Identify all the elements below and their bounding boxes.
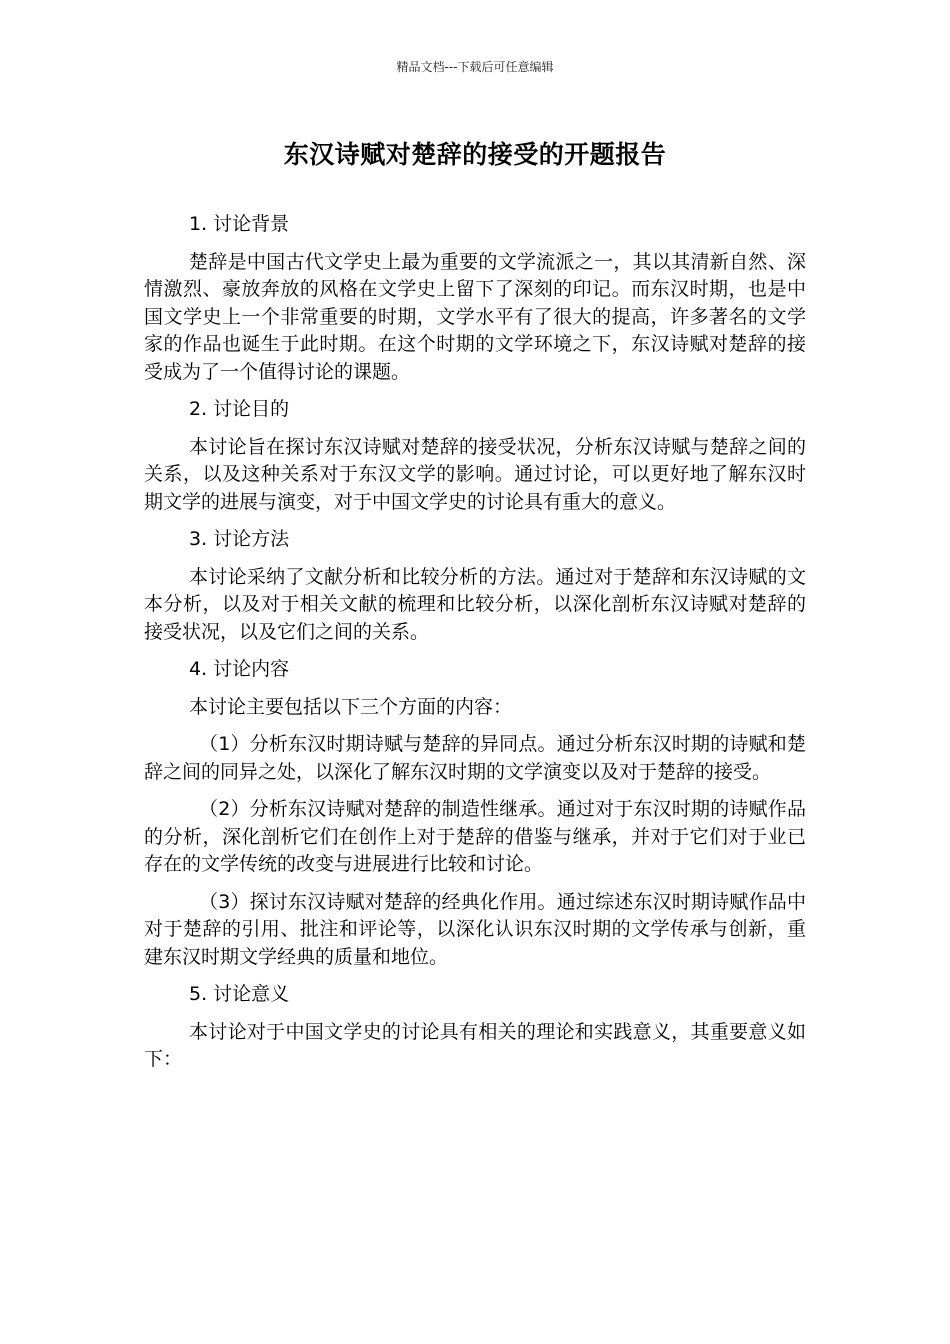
section-paragraph-significance: 本讨论对于中国文学史的讨论具有相关的理论和实践意义，其重要意义如下： [144,1020,806,1070]
content-item-3: （3）探讨东汉诗赋对楚辞的经典化作用。通过综述东汉时期诗赋作品中对于楚辞的引用、批注和评论等，以深化认识东汉时期的文学传承与创新，重建东汉时期文学经典的质量和地位。 [144,890,806,968]
section-heading-background: 1. 讨论背景 [189,213,290,235]
section-paragraph-method: 本讨论采纳了文献分析和比较分析的方法。通过对于楚辞和东汉诗赋的文本分析，以及对于相关文献的梳理和比较分析，以深化剖析东汉诗赋对楚辞的接受状况，以及它们之间的关系。 [144,565,806,643]
section-heading-significance: 5. 讨论意义 [189,983,290,1005]
header-note: 精品文档---下载后可任意编辑 [396,60,554,74]
content-item-2: （2）分析东汉诗赋对楚辞的制造性继承。通过对于东汉时期的诗赋作品的分析，深化剖析它们在创作上对于楚辞的借鉴与继承，并对于它们对于业已存在的文学传统的改变与进展进行比较和讨论。 [144,798,806,875]
section-paragraph-purpose: 本讨论旨在探讨东汉诗赋对楚辞的接受状况，分析东汉诗赋与楚辞之间的关系，以及这种关系对于东汉文学的影响。通过讨论，可以更好地了解东汉时期文学的进展与演变，对于中国文学史的讨论具有重大的意义。 [144,435,806,513]
document-body [144,211,806,1084]
section-heading-purpose: 2. 讨论目的 [189,398,290,420]
section-heading-content: 4. 讨论内容 [189,658,290,680]
section-heading-method: 3. 讨论方法 [189,528,290,550]
document-title: 东汉诗赋对楚辞的接受的开题报告 [283,140,667,169]
section-paragraph-content: 本讨论主要包括以下三个方面的内容： [189,695,513,718]
content-item-1: （1）分析东汉时期诗赋与楚辞的异同点。通过分析东汉时期的诗赋和楚辞之间的同异之处，以深化了解东汉时期的文学演变以及对于楚辞的接受。 [144,733,806,783]
section-paragraph-background: 楚辞是中国古代文学史上最为重要的文学流派之一，其以其清新自然、深情激烈、豪放奔放的风格在文学史上留下了深刻的印记。而东汉时期，也是中国文学史上一个非常重要的时期，文学水平有了很大的提高，许多著名的文学家的作品也诞生于此时期。在这个时期的文学环境之下，东汉诗赋对楚辞的接受成为了一个值得讨论的课题。 [144,250,806,383]
